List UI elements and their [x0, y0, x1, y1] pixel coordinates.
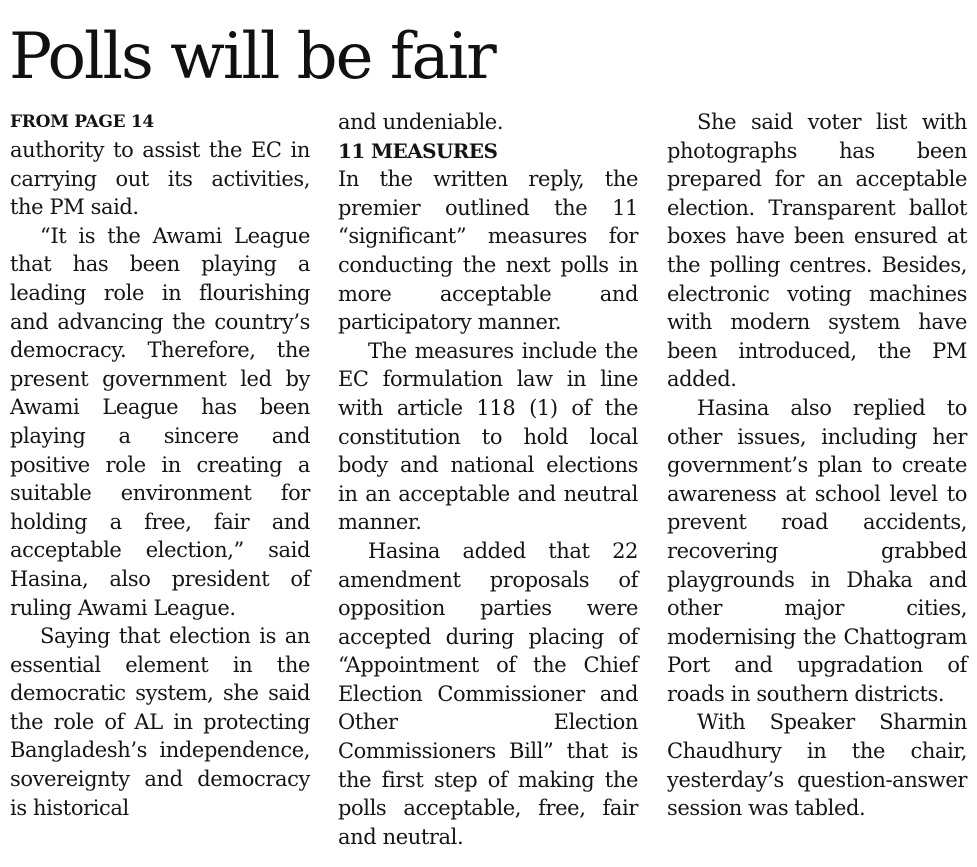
paragraph: With Speaker Sharmin Chaudhury in the chair, yesterday’s question-answer session was tabled. [667, 710, 967, 821]
paragraph: She said voter list with photographs has been prepared for an acceptable election. Transparent ballot boxes have been ensured at the polling centres. Besides, electronic voting machines with modern system have been introduced, the PM added. [667, 110, 967, 392]
headline: Polls will be fair [9, 20, 495, 94]
article-column-1 [10, 108, 310, 822]
paragraph: In the written reply, the premier outlined the 11 “significant” measures for conducting the next polls in more acceptable and participatory manner. [338, 167, 638, 335]
paragraph: authority to assist the EC in carrying out its activities, the PM said. [10, 138, 310, 220]
paragraph: and undeniable. [338, 110, 504, 134]
continuation-kicker: FROM PAGE 14 [10, 112, 154, 132]
paragraph: Hasina also replied to other issues, including her government’s plan to create awareness at school level to prevent road accidents, recovering grabbed playgrounds in Dhaka and other major cities, modernising the Chattogram Port and upgradation of roads in southern districts. [667, 395, 967, 706]
paragraph: Saying that election is an essential element in the democratic system, she said the role of AL in protecting Bangladesh’s independence, sovereignty and democracy is historical [10, 624, 310, 820]
section-subhead: 11 MEASURES [338, 138, 498, 163]
paragraph: “It is the Awami League that has been playing a leading role in flourishing and advancing the country’s democracy. Therefore, the present government led by Awami League has been playing a sincere and positive role in creating a suitable environment for holding a free, fair and acceptable election,” said Hasina, also president of ruling Awami League. [10, 223, 310, 620]
article-column-3 [667, 108, 967, 823]
paragraph: The measures include the EC formulation law in line with article 118 (1) of the constitution to hold local body and national elections in an acceptable and neutral manner. [338, 338, 638, 535]
paragraph: Hasina added that 22 amendment proposals of opposition parties were accepted during placing of “Appointment of the Chief Election Commissioner and Other Election Commissioners Bill” that is the first step of making the polls acceptable, free, fair and neutral. [338, 538, 638, 849]
article-column-2 [338, 108, 638, 851]
